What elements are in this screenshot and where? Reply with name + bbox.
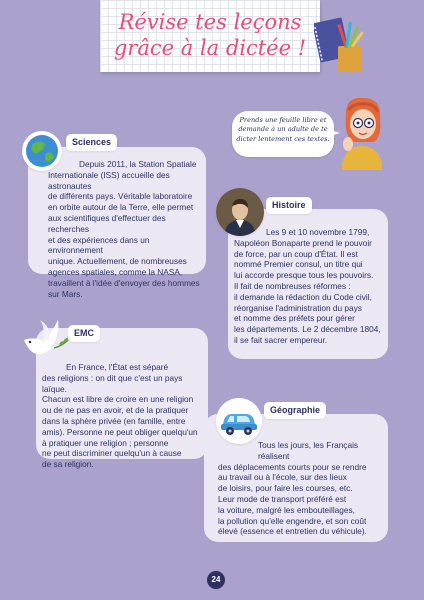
emc-line: de sa religion. [42, 459, 94, 470]
sciences-line: unique. Actuellement, de nombreuses [48, 256, 187, 267]
speech-bubble [232, 111, 334, 157]
sciences-line: et des expériences dans un environnement [48, 234, 150, 256]
car-icon [216, 398, 262, 444]
girl-thinking-icon [336, 96, 388, 170]
sciences-text [35, 159, 205, 299]
emc-label: EMC [68, 325, 100, 342]
geographie-line: Tous les jours, les Français réalisent [258, 440, 359, 461]
sciences-line: aux scientifiques d'effectuer des recherches [48, 212, 166, 234]
histoire-line: et nomme des préfets pour gérer [234, 313, 355, 324]
emc-line: dans la sphère privée (en famille, entre [42, 415, 186, 426]
earth-icon [22, 131, 62, 171]
histoire-line: réorganise l'administration du pays [234, 302, 362, 313]
geographie-line: la voiture, malgré les embouteillages, [218, 504, 355, 515]
sciences-line: Internationale (ISS) accueille des astronautes [48, 169, 170, 191]
title-line-2: grâce à la dictée ! [113, 36, 307, 60]
geographie-text [218, 440, 388, 537]
sciences-line: de différents pays. Véritable laboratoire [48, 191, 193, 202]
histoire-line: Il fait de nombreuses réformes : [234, 280, 351, 291]
emc-line: des religions : on dit que c'est un pays laïque. [42, 372, 183, 394]
dove-icon [18, 316, 70, 364]
notebook-pencils-icon [314, 16, 370, 78]
histoire-line: il se fait sacrer empereur. [234, 334, 328, 345]
sciences-line: agences spatiales, comme la NASA, [48, 266, 183, 277]
title-banner [100, 0, 320, 72]
emc-line: ne peut discriminer quelqu'un à cause [42, 448, 182, 459]
histoire-line: il demande la rédaction du Code civil, [234, 291, 372, 302]
emc-line: à pratiquer une religion ; personne [42, 437, 169, 448]
sciences-line: en orbite autour de la Terre, elle permet [48, 202, 194, 213]
emc-line: amis). Personne ne peut obliger quelqu'un [42, 426, 198, 437]
emc-line: En France, l'État est séparé [66, 362, 169, 372]
page-number: 24 [207, 571, 225, 589]
geographie-label: Géographie [264, 402, 326, 419]
emc-line: ou de ne pas en avoir, et de la pratiquer [42, 405, 189, 416]
emc-text [42, 362, 208, 470]
title-line-1: Révise tes leçons [118, 10, 302, 34]
histoire-line: Napoléon Bonaparte prend le pouvoir [234, 237, 372, 248]
geographie-line: Leur mode de transport préféré est [218, 493, 347, 504]
emc-line: Chacun est libre de croire en une religion [42, 394, 194, 405]
geographie-line: au travail ou à l'école, sur des lieux [218, 472, 347, 483]
speech-bubble-text: Prends une feuille libre et demande à un adulte de te dicter lentement ces textes. [236, 116, 330, 143]
histoire-line: lui accorde presque tous les pouvoirs. [234, 270, 374, 281]
geographie-line: des déplacements courts pour se rendre [218, 461, 367, 472]
histoire-line: nommé Premier consul, un titre qui [234, 259, 363, 270]
sciences-line: travaillent à l'idée d'envoyer des hommes [48, 277, 200, 288]
geographie-line: élevé (essence et entretien du véhicule). [218, 526, 367, 537]
histoire-label: Histoire [266, 197, 312, 214]
histoire-line: Les 9 et 10 novembre 1799, [266, 227, 370, 237]
histoire-line: les départements. Le 2 décembre 1804, [234, 324, 381, 335]
sciences-line: Depuis 2011, la Station Spatiale [79, 159, 197, 169]
geographie-line: la pollution qu'elle engendre, et son coût [218, 515, 367, 526]
sciences-line: sur Mars. [48, 288, 83, 299]
napoleon-portrait-icon [216, 188, 264, 236]
histoire-text [234, 227, 388, 346]
histoire-line: de force, par un coup d'État. Il est [234, 248, 358, 259]
geographie-line: de loisirs, pour faire les courses, etc. [218, 483, 353, 494]
sciences-label: Sciences [66, 134, 117, 151]
